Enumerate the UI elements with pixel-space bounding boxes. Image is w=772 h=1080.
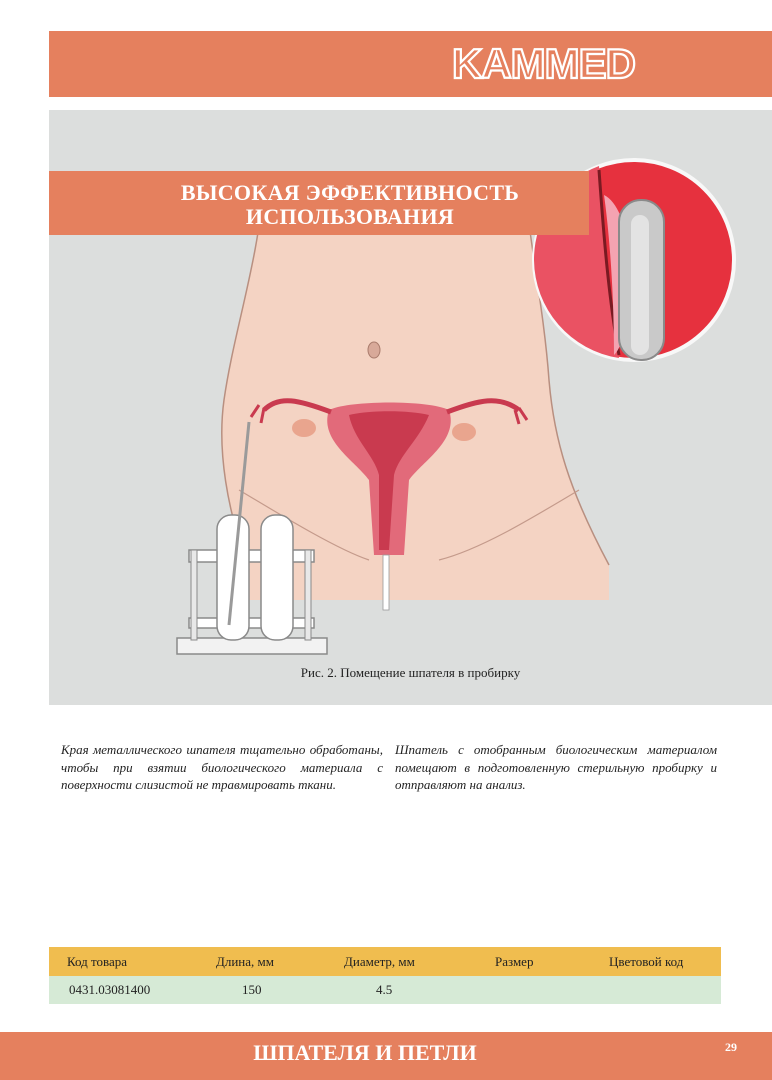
cell-diameter: 4.5 [376,982,393,997]
section-title-line-2: ИСПОЛЬЗОВАНИЯ [245,204,455,229]
header-color-code: Цветовой код [609,953,684,969]
header-size: Размер [495,953,534,969]
table-row [49,976,721,1004]
cell-length: 150 [242,982,262,997]
section-title-line-1: ВЫСОКАЯ ЭФФЕКТИВНОСТЬ [180,180,520,205]
text-column-right: Шпатель с отобранным биологическим материалом помещают в подготовленную стерильную пробирку и отправляют на анализ. [395,742,717,792]
figure-caption: Рис. 2. Помещение шпателя в пробирку [300,665,521,680]
header-code: Код товара [67,953,128,969]
table-header-row [49,947,721,976]
text-column-left: Края металлического шпателя тщательно обработаны, чтобы при взятии биологического материала с поверхности слизистой не травмировать ткани. [61,742,383,792]
header-bar [49,31,772,97]
cell-code: 0431.03081400 [69,982,151,997]
kammed-logo [452,44,722,84]
page-number: 29 [725,1040,737,1054]
header-diameter: Диаметр, мм [344,953,415,969]
logo-text: KAMMED [452,44,635,84]
header-length: Длина, мм [216,953,274,969]
section-title [150,181,550,229]
footer-title: ШПАТЕЛЯ И ПЕТЛИ [253,1040,477,1065]
product-table [49,947,721,1004]
